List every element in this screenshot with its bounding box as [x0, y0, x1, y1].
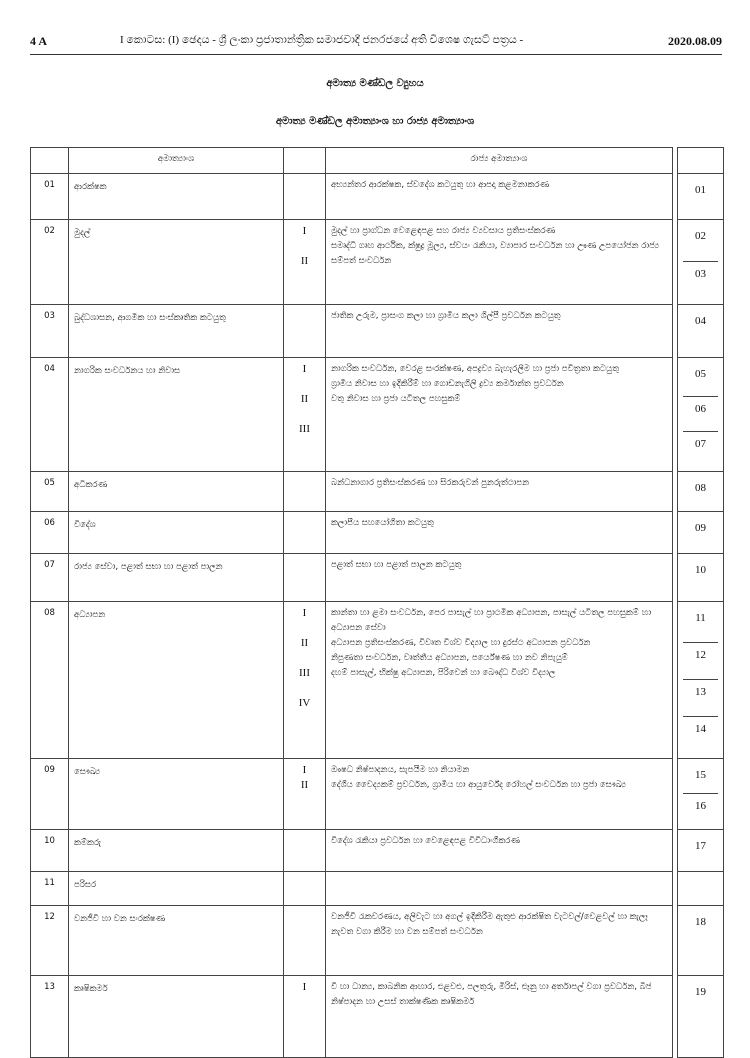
- ministry-name: කම්කරු: [69, 830, 284, 872]
- ministry-name: පරිසර: [69, 872, 284, 906]
- ministry-name: මුදල්: [69, 220, 284, 305]
- state-ministry-name: වී හා ධාන්‍ය, කාබනික ආහාර, එළවළු, පලතුරු, මිරිස්, ළූනු හා අර්තාපල් වගා ප්‍රවර්ධන, බීජ නිෂ්පාදන හා උසස් තාක්ෂණික කෘෂිකර්ම: [331, 982, 652, 1007]
- ministry-name: වනජීවී හා වන සංරක්ෂණ: [69, 906, 284, 976]
- roman-numeral-cell: [284, 906, 326, 976]
- roman-numeral-cell: [284, 220, 326, 305]
- state-ministry-number: 11: [683, 606, 718, 643]
- roman-numeral: II: [300, 637, 309, 649]
- ministry-number: 13: [31, 976, 69, 1058]
- table-row: [31, 305, 724, 358]
- state-ministry-name: නාගරික සංවර්ධන, වෙරළ සංරක්ෂණ, අපද්‍රව්‍ය බැහැරලීම හා ප්‍රජා පවිත්‍රතා කටයුතු: [331, 364, 620, 374]
- state-ministry-cell: [326, 174, 673, 220]
- state-ministry-cell: [326, 872, 673, 906]
- table-row: [31, 220, 724, 305]
- ministry-number: 01: [31, 174, 69, 220]
- ministry-number: 09: [31, 759, 69, 830]
- ministries-heading: අමාත්‍ය මණ්ඩල අමාත්‍යාංශ හා රාජ්‍ය අමාත්‍යාංශ: [275, 116, 475, 127]
- table-row: [31, 174, 724, 220]
- ministry-name: නාගරික සංවර්ධනය හා නිවාස: [69, 358, 284, 472]
- table-row: [31, 976, 724, 1058]
- roman-numeral: IV: [298, 697, 311, 709]
- state-ministry-cell: [326, 602, 673, 759]
- state-ministry-name: විදේශ රැකියා ප්‍රවර්ධන හා වෙළෙඳපළ විවිධාංගීකරණ: [331, 836, 520, 846]
- state-ministry-name: බන්ධනාගාර ප්‍රතිසංස්කරණ හා සිරකරුවන් පුනරුත්ථාපන: [331, 478, 530, 488]
- state-number-cell: [678, 906, 724, 976]
- state-number-cell: [678, 305, 724, 358]
- ministry-name: සෞඛ්‍ය: [69, 759, 284, 830]
- state-ministry-name: සමෘද්ධි ගෘහ ආර්ථික, ක්ෂුද්‍ර මූල්‍ය, ස්වයං රැකියා, ව්‍යාපාර සංවර්ධන හා ඌණ උපයෝජන රාජ්‍ය සම්පත් සංවර්ධන: [331, 241, 660, 266]
- ministry-name: කෘෂිකර්ම: [69, 976, 284, 1058]
- header-state-ministry: රාජ්‍ය අමාත්‍යාංශ: [326, 148, 673, 174]
- roman-numeral-cell: [284, 358, 326, 472]
- table-header-row: [31, 148, 724, 174]
- state-ministry-cell: [326, 830, 673, 872]
- state-ministry-name: ඖෂධ නිෂ්පාදනය, සැපයීම හා නියාමන: [331, 765, 470, 775]
- state-ministry-number: 15: [683, 763, 718, 794]
- page-header: [30, 32, 722, 55]
- state-ministry-number: 08: [695, 482, 706, 494]
- state-ministry-name: වතු නිවාස හා ප්‍රජා යටිතල පහසුකම්: [331, 394, 461, 404]
- ministry-number: 03: [31, 305, 69, 358]
- state-ministry-name: මුදල් හා ප්‍රාග්ධන වෙළෙඳපළ සහ රාජ්‍ය ව්‍යවසාය ප්‍රතිසංස්කරණ: [331, 226, 556, 236]
- roman-numeral: I: [302, 981, 307, 993]
- ministry-number: 04: [31, 358, 69, 472]
- state-ministry-cell: [326, 512, 673, 554]
- roman-numeral: I: [302, 607, 307, 619]
- ministry-name: රාජ්‍ය සේවා, පළාත් සභා හා පළාත් පාලන: [69, 554, 284, 602]
- state-number-cell: [678, 220, 724, 305]
- roman-numeral-cell: [284, 174, 326, 220]
- roman-numeral: III: [299, 667, 310, 679]
- roman-numeral: I: [302, 225, 307, 237]
- state-ministry-cell: [326, 906, 673, 976]
- state-ministry-name: දේශීය වෛද්‍යකම් ප්‍රවර්ධන, ග්‍රාමීය හා ආයුර්වේද රෝහල් සංවර්ධන හා ප්‍රජා සෞඛ්‍ය: [331, 780, 626, 790]
- roman-numeral-cell: [284, 872, 326, 906]
- ministry-number: 05: [31, 472, 69, 512]
- table-row: [31, 602, 724, 759]
- roman-numeral-cell: [284, 602, 326, 759]
- ministry-name: ආරක්ෂක: [69, 174, 284, 220]
- header-no-cell: [31, 148, 69, 174]
- state-ministry-cell: [326, 358, 673, 472]
- state-ministry-name: පළාත් සභා හා පළාත් පාලන කටයුතු: [331, 560, 462, 570]
- table-row: [31, 512, 724, 554]
- table-row: [31, 872, 724, 906]
- ministry-name: බුද්ධශාසන, ආගමික හා සංස්කෘතික කටයුතු: [69, 305, 284, 358]
- state-ministry-name: නිපුණතා සංවර්ධන, වෘත්තීය අධ්‍යාපන, පර්යේෂණ හා නව නිපැයුම්: [331, 653, 568, 663]
- state-number-cell: [678, 472, 724, 512]
- state-ministry-number: 07: [695, 438, 706, 450]
- state-number-cell: [678, 554, 724, 602]
- ministry-name: අධ්‍යාපන: [69, 602, 284, 759]
- roman-numeral: II: [300, 393, 309, 405]
- roman-numeral-cell: [284, 305, 326, 358]
- state-number-cell: [678, 512, 724, 554]
- header-roman-cell: [284, 148, 326, 174]
- ministry-number: 12: [31, 906, 69, 976]
- state-number-cell: [678, 174, 724, 220]
- header-ministry: අමාත්‍යාංශ: [69, 148, 284, 174]
- state-ministry-number: 13: [683, 680, 718, 717]
- state-ministry-name: දහම් පාසැල්, භික්ෂු අධ්‍යාපන, පිරිවෙන් හා බෞද්ධ විශ්ව විද්‍යාල: [331, 668, 556, 678]
- roman-numeral: I: [302, 363, 307, 375]
- roman-numeral: I: [302, 764, 307, 776]
- state-ministry-cell: [326, 472, 673, 512]
- roman-numeral: II: [300, 779, 309, 791]
- ministry-number: 11: [31, 872, 69, 906]
- roman-numeral-cell: [284, 554, 326, 602]
- state-ministry-name: කලාපීය සහයෝගිතා කටයුතු: [331, 518, 434, 528]
- state-ministry-number: 09: [695, 522, 706, 534]
- table-row: [31, 554, 724, 602]
- state-number-cell: [678, 976, 724, 1058]
- table-row: [31, 759, 724, 830]
- state-ministry-number: 02: [683, 224, 718, 262]
- state-ministry-name: කාන්තා හා ළමා සංවර්ධන, පෙර පාසැල් හා ප්‍රාථමික අධ්‍යාපන, පාසැල් යටිතල පහසුකම් හා අධ්‍යාපන සේවා: [331, 608, 652, 633]
- state-ministry-number: 04: [695, 315, 706, 327]
- table-row: [31, 830, 724, 872]
- gazette-title: I කොටස: (I) ඡෙදය - ශ්‍රී ලංකා ප්‍රජාතාන්ත්‍රික සමාජවාදී ජනරජයේ අති විශෙෂ ගැසට් පත්‍රය -: [120, 34, 524, 46]
- state-number-cell: [678, 759, 724, 830]
- roman-numeral-cell: [284, 472, 326, 512]
- ministry-number: 10: [31, 830, 69, 872]
- state-ministry-number: 16: [695, 800, 706, 812]
- ministry-number: 08: [31, 602, 69, 759]
- state-number-cell: [678, 358, 724, 472]
- state-ministry-number: 01: [695, 184, 706, 196]
- ministry-name: විදේශ: [69, 512, 284, 554]
- cabinet-structure-heading: අමාත්‍ය මණ්ඩල ව්‍යුහය: [326, 78, 424, 89]
- roman-numeral-cell: [284, 830, 326, 872]
- state-ministry-cell: [326, 305, 673, 358]
- state-ministry-number: 12: [683, 643, 718, 680]
- state-ministry-number: 18: [695, 916, 706, 928]
- gazette-date: 2020.08.09: [668, 34, 722, 48]
- state-ministry-number: 14: [695, 723, 706, 735]
- state-ministry-name: ග්‍රාමීය නිවාස හා ඉදිකිරීම් හා ගොඩනැගිලි ද්‍රව්‍ය කර්මාන්ත ප්‍රවර්ධන: [331, 379, 564, 389]
- ministry-name: අධිකරණ: [69, 472, 284, 512]
- state-number-cell: [678, 830, 724, 872]
- ministry-number: 06: [31, 512, 69, 554]
- roman-numeral-cell: [284, 759, 326, 830]
- roman-numeral-cell: [284, 512, 326, 554]
- state-ministry-name: ජාතික උරුම, ප්‍රාසංග කලා හා ග්‍රාමීය කලා ශිල්පී ප්‍රවර්ධන කටයුතු: [331, 311, 561, 321]
- ministry-number: 07: [31, 554, 69, 602]
- state-ministry-number: 05: [683, 362, 718, 397]
- header-sno-cell: [678, 148, 724, 174]
- state-number-cell: [678, 602, 724, 759]
- state-ministry-cell: [326, 220, 673, 305]
- state-ministry-number: 17: [695, 840, 706, 852]
- table-row: [31, 358, 724, 472]
- state-ministry-name: අභ්‍යන්තර ආරක්ෂක, ස්වදේශ කටයුතු හා ආපදා කළමනාකරණ: [331, 180, 550, 190]
- page-number: 4 A: [30, 34, 48, 48]
- state-ministry-name: වනජීවී රැකවරණය, අලිවැට හා අගල් ඉදිකිරීම ඇතුළු ආරක්ෂිත වැටවල්/වෙළවල් හා කැලෑ නැවත වගා කිරීම හා වන සම්පත් සංවර්ධන: [331, 912, 648, 937]
- state-ministry-cell: [326, 759, 673, 830]
- state-ministry-number: 19: [695, 986, 706, 998]
- roman-numeral: III: [299, 423, 310, 435]
- roman-numeral: II: [300, 255, 309, 267]
- state-ministry-number: 10: [695, 564, 706, 576]
- table-row: [31, 906, 724, 976]
- state-ministry-name: අධ්‍යාපන ප්‍රතිසංස්කරණ, විවෘත විශ්ව විද්‍යාල හා දුරස්ථ අධ්‍යාපන ප්‍රවර්ධන: [331, 638, 591, 648]
- state-ministry-cell: [326, 976, 673, 1058]
- roman-numeral-cell: [284, 976, 326, 1058]
- state-number-cell: [678, 872, 724, 906]
- ministries-table: [30, 147, 724, 1058]
- table-row: [31, 472, 724, 512]
- ministry-number: 02: [31, 220, 69, 305]
- state-ministry-cell: [326, 554, 673, 602]
- state-ministry-number: 06: [683, 397, 718, 432]
- state-ministry-number: 03: [695, 268, 706, 280]
